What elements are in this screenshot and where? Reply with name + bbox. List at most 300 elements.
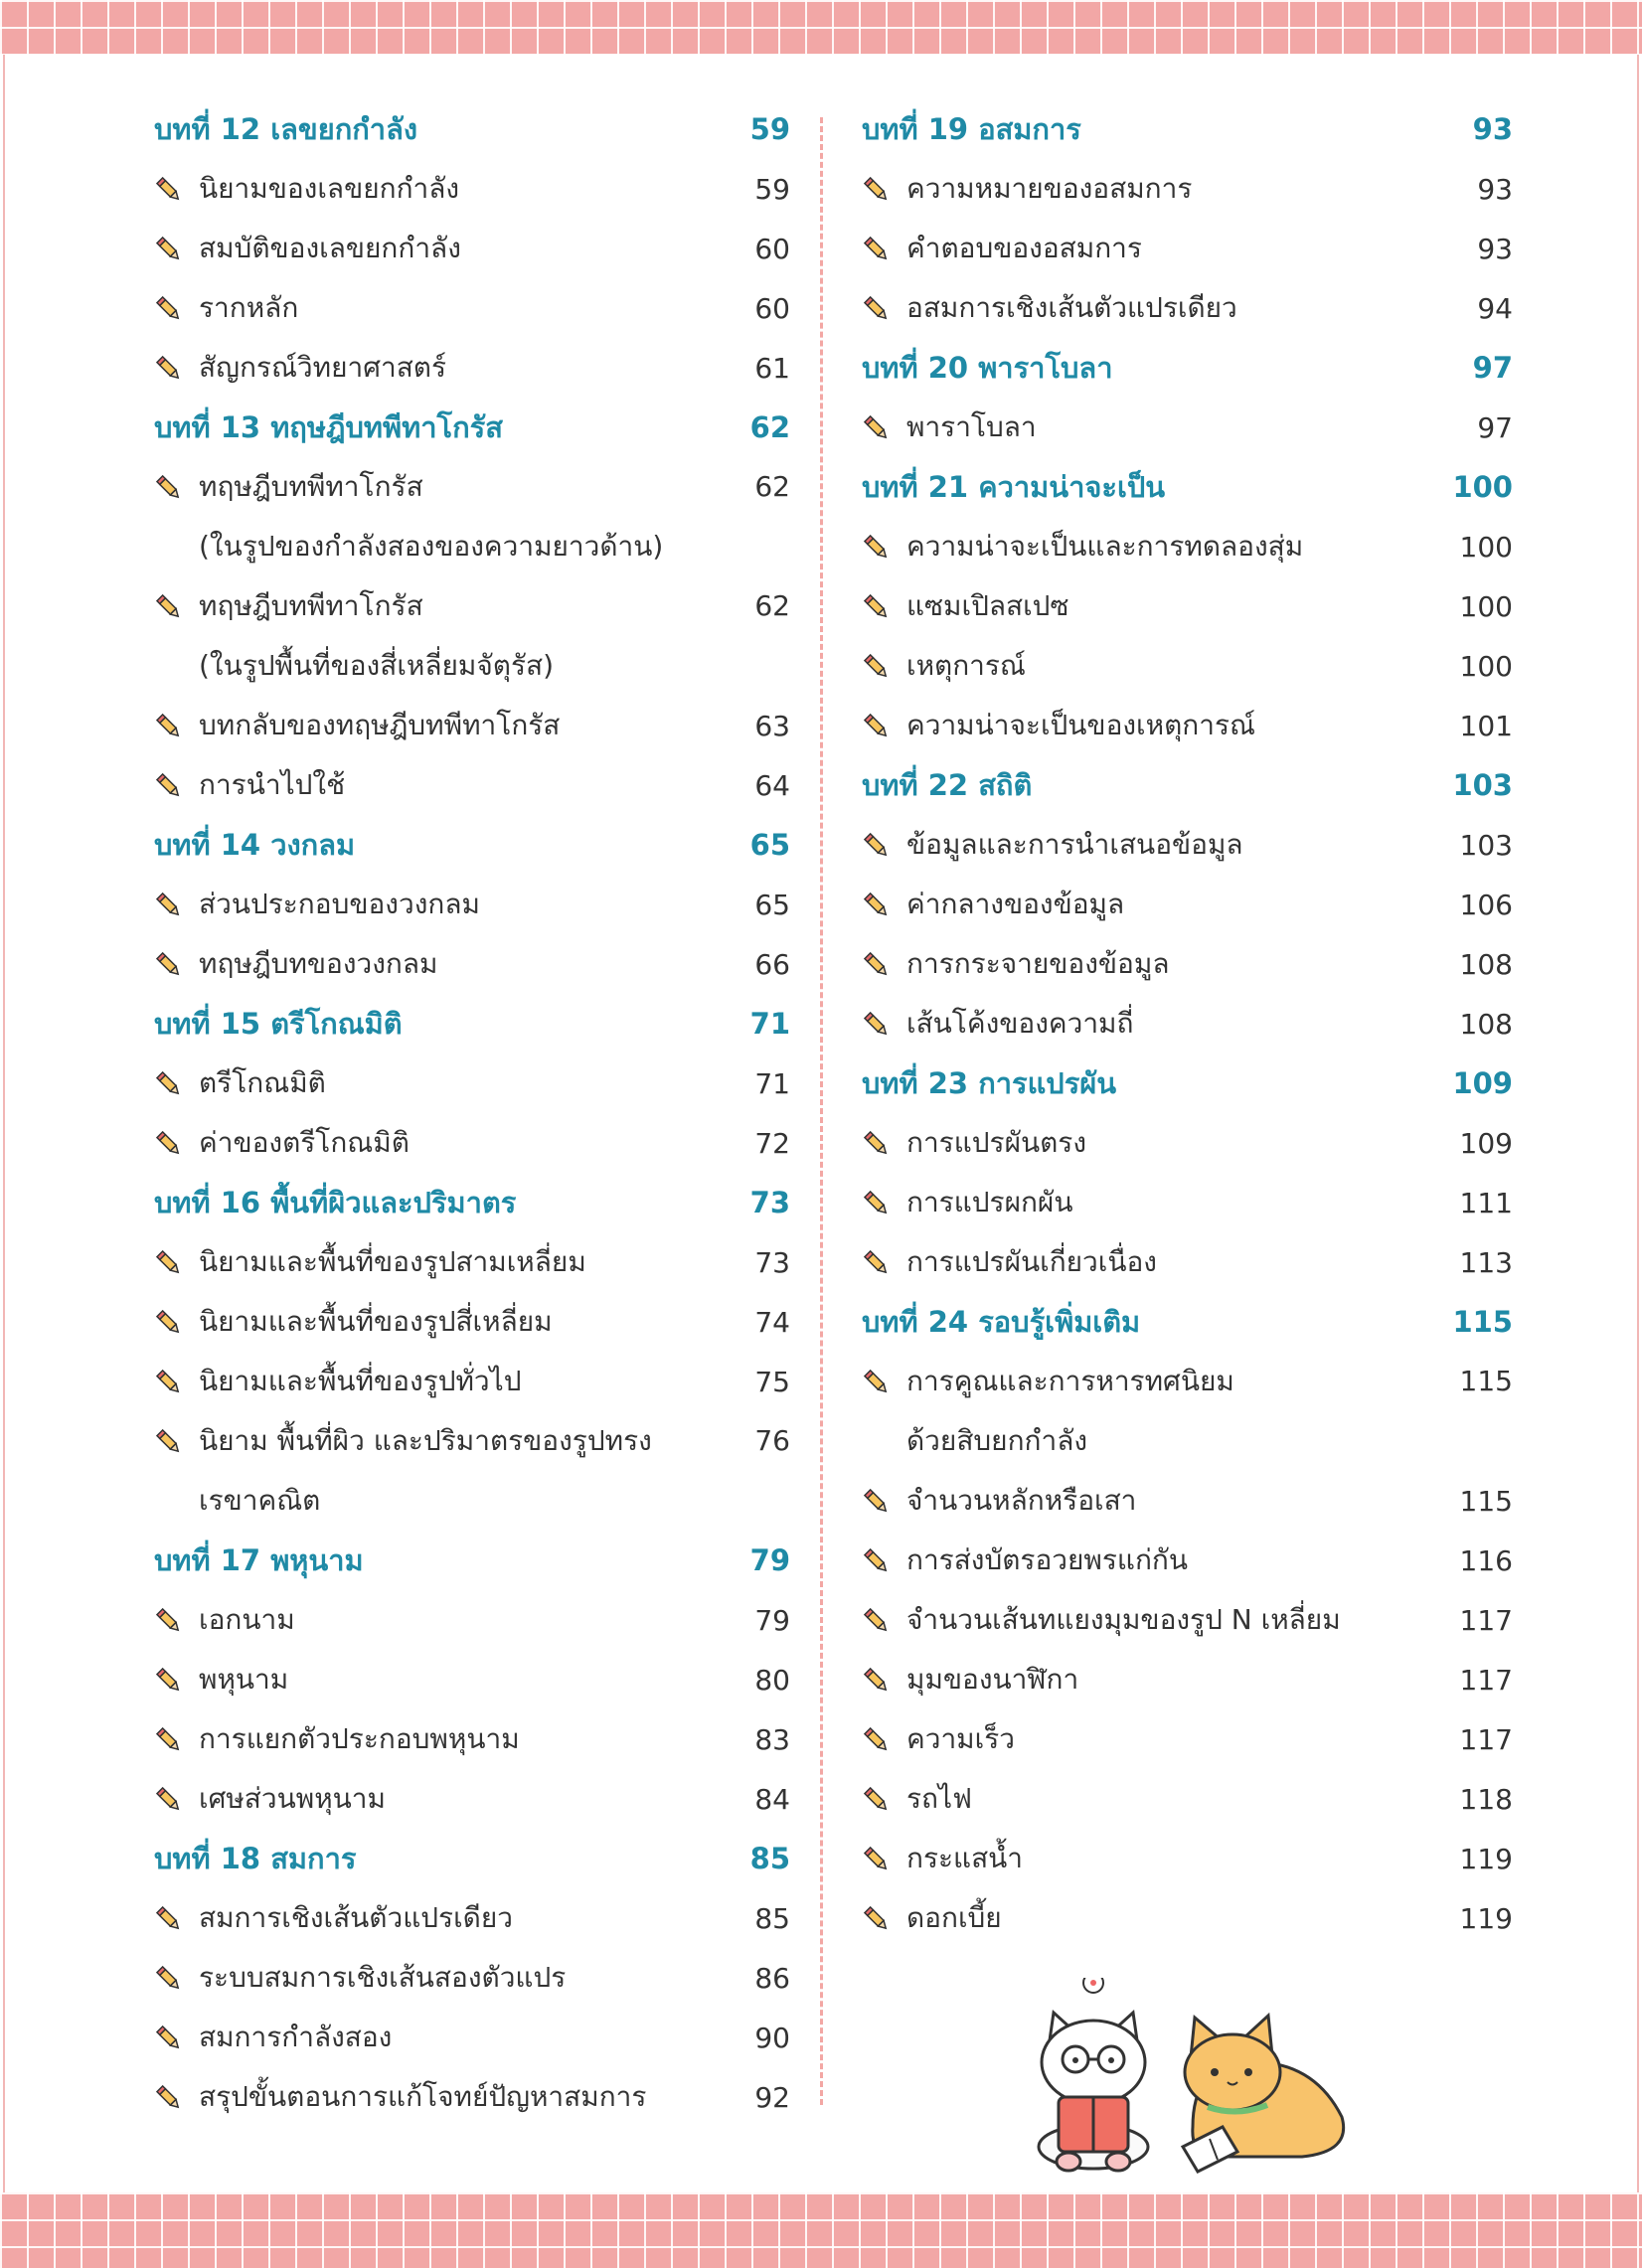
toc-entry: [862, 1709, 1513, 1769]
page-number: 71: [749, 1007, 790, 1041]
page-number: 76: [754, 1424, 790, 1457]
pencil-icon: [862, 1666, 892, 1696]
toc-entry: [154, 1948, 790, 2008]
entry-title: [906, 1113, 1413, 1173]
toc-entry: [862, 1113, 1513, 1173]
pencil-icon: [862, 652, 892, 682]
pencil-icon: [154, 473, 184, 503]
left-border: [3, 55, 5, 2192]
toc-entry: [154, 219, 790, 278]
page-number: 62: [754, 470, 790, 503]
title-line: บทที่ 20 พาราโบลา: [862, 351, 1113, 385]
pencil-icon: [154, 1666, 184, 1696]
toc-entry: [154, 1411, 790, 1531]
entry-title: [199, 696, 691, 755]
toc-entry: [154, 1888, 790, 1948]
toc-entry: [862, 219, 1513, 278]
pencil-icon: [862, 831, 892, 861]
title-line: บทที่ 12 เลขยกกำลัง: [154, 112, 418, 146]
title-line: พาราโบลา: [906, 410, 1037, 443]
page-number: 108: [1459, 1007, 1513, 1041]
pencil-icon: [862, 1845, 892, 1874]
entry-title: [199, 1113, 691, 1173]
bottom-grid-band: [0, 2192, 1642, 2268]
page-number: 109: [1459, 1126, 1513, 1160]
toc-entry: [862, 875, 1513, 934]
page-number: 66: [754, 947, 790, 981]
title-line: บทที่ 23 การแปรผัน: [862, 1066, 1117, 1100]
title-line-continued: เรขาคณิต: [199, 1484, 321, 1517]
toc-entry: [862, 1471, 1513, 1531]
page-number: 108: [1459, 947, 1513, 981]
toc-chapter-heading: [862, 755, 1513, 815]
entry-title: [906, 1590, 1413, 1650]
pencil-icon: [154, 294, 184, 324]
entry-title: [906, 1769, 1413, 1829]
entry-title: [199, 457, 691, 576]
title-line: ความน่าจะเป็นและการทดลองสุ่ม: [906, 530, 1304, 563]
toc-entry: [862, 1531, 1513, 1590]
title-line: บทที่ 24 รอบรู้เพิ่มเติม: [862, 1305, 1141, 1339]
toc-entry: [862, 398, 1513, 457]
toc-entry: [154, 576, 790, 696]
title-line: การแปรผกผัน: [906, 1186, 1073, 1218]
entry-title: [199, 934, 691, 994]
pencil-icon: [862, 592, 892, 622]
chapter-title: [154, 994, 691, 1053]
title-line: จำนวนเส้นทแยงมุมของรูป N เหลี่ยม: [906, 1603, 1341, 1636]
toc-entry: [154, 338, 790, 398]
page-number: 97: [1472, 351, 1513, 385]
title-line: การคูณและการหารทศนิยม: [906, 1365, 1234, 1397]
page-number: 115: [1459, 1484, 1513, 1518]
title-line-continued: ด้วยสิบยกกำลัง: [906, 1424, 1088, 1457]
entry-title: [906, 1232, 1413, 1292]
entry-title: [906, 219, 1413, 278]
pencil-icon: [862, 712, 892, 741]
page-number: 116: [1459, 1543, 1513, 1577]
entry-title: [906, 159, 1413, 219]
pencil-icon: [154, 1069, 184, 1099]
title-line: บทที่ 18 สมการ: [154, 1842, 357, 1875]
white-cat: [1039, 1978, 1148, 2171]
pencil-icon: [154, 1368, 184, 1397]
chapter-title: [154, 1531, 691, 1590]
chapter-title: [862, 99, 1413, 159]
entry-title: [906, 1829, 1413, 1888]
page-number: 60: [754, 232, 790, 265]
title-line: ทฤษฎีบทพีทาโกรัส: [199, 470, 423, 503]
title-line: การนำไปใช้: [199, 768, 346, 801]
toc-entry: [862, 1173, 1513, 1232]
toc-entry: [862, 1590, 1513, 1650]
toc-chapter-heading: [862, 457, 1513, 517]
toc-chapter-heading: [154, 994, 790, 1053]
title-line: นิยามและพื้นที่ของรูปทั่วไป: [199, 1365, 522, 1397]
entry-title: [906, 1471, 1413, 1531]
page-number: 79: [749, 1543, 790, 1577]
title-line: จำนวนหลักหรือเสา: [906, 1484, 1137, 1517]
title-line: ระบบสมการเชิงเส้นสองตัวแปร: [199, 1961, 567, 1994]
toc-entry: [154, 159, 790, 219]
chapter-title: [862, 338, 1413, 398]
page-number: 100: [1459, 589, 1513, 623]
toc-entry: [154, 1352, 790, 1411]
title-line-continued: (ในรูปของกำลังสองของความยาวด้าน): [199, 530, 664, 563]
entry-title: [199, 1053, 691, 1113]
page-number: 101: [1459, 709, 1513, 742]
page-number: 119: [1459, 1842, 1513, 1875]
pencil-icon: [862, 891, 892, 920]
chapter-title: [862, 457, 1413, 517]
page-number: 100: [1459, 530, 1513, 564]
title-line: เส้นโค้งของความถี่: [906, 1007, 1134, 1040]
pencil-icon: [862, 1368, 892, 1397]
pencil-icon: [862, 294, 892, 324]
chapter-title: [154, 1829, 691, 1888]
title-line: เหตุการณ์: [906, 649, 1026, 682]
entry-title: [906, 1531, 1413, 1590]
pencil-icon: [862, 1904, 892, 1934]
entry-title: [199, 1650, 691, 1709]
pencil-icon: [154, 354, 184, 384]
page-number: 73: [749, 1186, 790, 1219]
toc-entry: [154, 1053, 790, 1113]
title-line: บทที่ 14 วงกลม: [154, 828, 356, 862]
title-line-continued: (ในรูปพื้นที่ของสี่เหลี่ยมจัตุรัส): [199, 649, 555, 682]
toc-entry: [154, 1650, 790, 1709]
chapter-title: [154, 99, 691, 159]
page-number: 74: [754, 1305, 790, 1339]
title-line: ข้อมูลและการนำเสนอข้อมูล: [906, 828, 1243, 861]
toc-entry: [154, 875, 790, 934]
toc-right-column: [862, 99, 1513, 1948]
entry-title: [199, 1352, 691, 1411]
toc-entry: [154, 696, 790, 755]
pencil-icon: [862, 1487, 892, 1517]
entry-title: [199, 2008, 691, 2067]
entry-title: [199, 2067, 691, 2127]
toc-chapter-heading: [862, 338, 1513, 398]
toc-entry: [154, 1232, 790, 1292]
title-line: ส่วนประกอบของวงกลม: [199, 888, 480, 920]
pencil-icon: [154, 1785, 184, 1815]
entry-title: [199, 338, 691, 398]
page-number: 60: [754, 291, 790, 325]
toc-entry: [154, 1292, 790, 1352]
pencil-icon: [154, 175, 184, 205]
toc-entry: [862, 1888, 1513, 1948]
page-number: 93: [1477, 172, 1513, 206]
title-line: การกระจายของข้อมูล: [906, 947, 1170, 980]
pencil-icon: [862, 413, 892, 443]
page-number: 80: [754, 1663, 790, 1697]
toc-entry: [154, 1590, 790, 1650]
title-line: การแปรผันตรง: [906, 1126, 1087, 1159]
page-number: 71: [754, 1066, 790, 1100]
entry-title: [906, 517, 1413, 576]
entry-title: [906, 875, 1413, 934]
chapter-title: [154, 1173, 691, 1232]
page-number: 94: [1477, 291, 1513, 325]
entry-title: [199, 159, 691, 219]
page-number: 111: [1459, 1186, 1513, 1219]
pencil-icon: [154, 235, 184, 264]
chapter-title: [154, 398, 691, 457]
entry-title: [199, 1709, 691, 1769]
page-number: 84: [754, 1782, 790, 1816]
entry-title: [199, 1769, 691, 1829]
title-line: บทที่ 19 อสมการ: [862, 112, 1081, 146]
pencil-icon: [154, 1248, 184, 1278]
page-number: 85: [749, 1842, 790, 1875]
reading-cats-illustration: [1024, 1978, 1362, 2177]
entry-title: [199, 1888, 691, 1948]
toc-entry: [862, 994, 1513, 1053]
entry-title: [906, 1173, 1413, 1232]
page-number: 75: [754, 1365, 790, 1398]
chapter-title: [862, 755, 1413, 815]
toc-entry: [154, 2067, 790, 2127]
pencil-icon: [862, 235, 892, 264]
title-line: การส่งบัตรอวยพรแก่กัน: [906, 1543, 1189, 1576]
entry-title: [906, 696, 1413, 755]
title-line: สมการเชิงเส้นตัวแปรเดียว: [199, 1901, 513, 1934]
pencil-icon: [862, 1129, 892, 1159]
toc-entry: [862, 278, 1513, 338]
page-number: 65: [754, 888, 790, 921]
toc-entry: [862, 517, 1513, 576]
title-line: รากหลัก: [199, 291, 299, 324]
title-line: รถไฟ: [906, 1782, 972, 1815]
toc-chapter-heading: [154, 99, 790, 159]
title-line: บทที่ 13 ทฤษฎีบทพีทาโกรัส: [154, 410, 503, 444]
entry-title: [906, 1888, 1413, 1948]
toc-chapter-heading: [154, 398, 790, 457]
pencil-icon: [154, 592, 184, 622]
entry-title: [906, 1352, 1413, 1471]
title-line: สมบัติของเลขยกกำลัง: [199, 232, 461, 264]
page-number: 117: [1459, 1603, 1513, 1637]
toc-entry: [862, 159, 1513, 219]
entry-title: [906, 994, 1413, 1053]
entry-title: [199, 1292, 691, 1352]
title-line: บทที่ 15 ตรีโกณมิติ: [154, 1007, 403, 1041]
pencil-icon: [154, 1964, 184, 1994]
title-line: ความน่าจะเป็นของเหตุการณ์: [906, 709, 1255, 741]
page-number: 64: [754, 768, 790, 802]
page-number: 83: [754, 1722, 790, 1756]
page-number: 100: [1452, 470, 1513, 504]
title-line: อสมการเชิงเส้นตัวแปรเดียว: [906, 291, 1237, 324]
toc-entry: [862, 1352, 1513, 1471]
toc-entry: [862, 1650, 1513, 1709]
title-line: เศษส่วนพหุนาม: [199, 1782, 386, 1815]
title-line: นิยามและพื้นที่ของรูปสี่เหลี่ยม: [199, 1305, 553, 1338]
page-number: 62: [749, 410, 790, 444]
toc-entry: [862, 1829, 1513, 1888]
page-number: 103: [1459, 828, 1513, 862]
title-line: นิยามและพื้นที่ของรูปสามเหลี่ยม: [199, 1245, 586, 1278]
title-line: บทกลับของทฤษฎีบทพีทาโกรัส: [199, 709, 561, 741]
right-border: [1637, 55, 1639, 2192]
toc-chapter-heading: [862, 1292, 1513, 1352]
entry-title: [199, 755, 691, 815]
entry-title: [199, 1590, 691, 1650]
toc-chapter-heading: [862, 1053, 1513, 1113]
page-number: 117: [1459, 1722, 1513, 1756]
toc-chapter-heading: [862, 99, 1513, 159]
toc-entry: [154, 457, 790, 576]
pencil-icon: [862, 1785, 892, 1815]
page-number: 62: [754, 589, 790, 622]
page-number: 117: [1459, 1663, 1513, 1697]
entry-title: [906, 934, 1413, 994]
title-line: ค่าของตรีโกณมิติ: [199, 1126, 410, 1159]
pencil-icon: [154, 1725, 184, 1755]
page-number: 113: [1459, 1245, 1513, 1279]
pencil-icon: [154, 891, 184, 920]
entry-title: [199, 875, 691, 934]
page-number: 97: [1477, 410, 1513, 444]
title-line: มุมของนาฬิกา: [906, 1663, 1079, 1696]
entry-title: [906, 815, 1413, 875]
chapter-title: [862, 1292, 1413, 1352]
page-number: 73: [754, 1245, 790, 1279]
title-line: สัญกรณ์วิทยาศาสตร์: [199, 351, 447, 384]
chapter-title: [154, 815, 691, 875]
title-line: เอกนาม: [199, 1603, 295, 1636]
entry-title: [906, 278, 1413, 338]
title-line: การแปรผันเกี่ยวเนื่อง: [906, 1245, 1157, 1278]
toc-entry: [154, 755, 790, 815]
title-line: ทฤษฎีบทพีทาโกรัส: [199, 589, 423, 622]
toc-chapter-heading: [154, 815, 790, 875]
title-line: ตรีโกณมิติ: [199, 1066, 326, 1099]
toc-entry: [154, 2008, 790, 2067]
page-number: 100: [1459, 649, 1513, 683]
page-number: 59: [749, 112, 790, 146]
page-number: 118: [1459, 1782, 1513, 1816]
title-line: ความเร็ว: [906, 1722, 1015, 1755]
toc-entry: [862, 1232, 1513, 1292]
entry-title: [906, 398, 1413, 457]
toc-entry: [154, 1709, 790, 1769]
entry-title: [199, 576, 691, 696]
entry-title: [906, 1650, 1413, 1709]
pencil-icon: [862, 175, 892, 205]
page-number: 86: [754, 1961, 790, 1995]
page-number: 65: [749, 828, 790, 862]
toc-left-column: [154, 99, 790, 2127]
pencil-icon: [154, 1129, 184, 1159]
page-number: 79: [754, 1603, 790, 1637]
title-line: นิยาม พื้นที่ผิว และปริมาตรของรูปทรง: [199, 1424, 652, 1457]
pencil-icon: [862, 533, 892, 563]
title-line: พหุนาม: [199, 1663, 289, 1696]
entry-title: [906, 576, 1413, 636]
pencil-icon: [862, 1248, 892, 1278]
title-line: ค่ากลางของข้อมูล: [906, 888, 1125, 920]
toc-entry: [862, 636, 1513, 696]
toc-entry: [862, 1769, 1513, 1829]
title-line: ทฤษฎีบทของวงกลม: [199, 947, 438, 980]
page-number: 85: [754, 1901, 790, 1935]
toc-entry: [862, 934, 1513, 994]
toc-entry: [154, 278, 790, 338]
page-number: 109: [1452, 1066, 1513, 1100]
page-number: 92: [754, 2080, 790, 2114]
title-line: บทที่ 21 ความน่าจะเป็น: [862, 470, 1166, 504]
pencil-icon: [862, 1189, 892, 1218]
toc-entry: [154, 1113, 790, 1173]
page-number: 115: [1459, 1365, 1513, 1397]
pencil-icon: [154, 1427, 184, 1457]
toc-entry: [862, 576, 1513, 636]
title-line: ดอกเบี้ย: [906, 1901, 1002, 1934]
pencil-icon: [862, 1010, 892, 1040]
pencil-icon: [154, 2024, 184, 2053]
toc-entry: [862, 815, 1513, 875]
title-line: บทที่ 17 พหุนาม: [154, 1543, 364, 1577]
page-number: 106: [1459, 888, 1513, 921]
page-number: 61: [754, 351, 790, 385]
pencil-icon: [862, 1606, 892, 1636]
title-line: กระแสน้ำ: [906, 1842, 1024, 1874]
title-line: คำตอบของอสมการ: [906, 232, 1142, 264]
pencil-icon: [862, 1546, 892, 1576]
entry-title: [199, 278, 691, 338]
toc-chapter-heading: [154, 1173, 790, 1232]
pencil-icon: [154, 1904, 184, 1934]
page-number: 103: [1452, 768, 1513, 802]
title-line: ความหมายของอสมการ: [906, 172, 1193, 205]
title-line: บทที่ 16 พื้นที่ผิวและปริมาตร: [154, 1186, 517, 1219]
page-number: 119: [1459, 1901, 1513, 1935]
page-number: 59: [754, 172, 790, 206]
entry-title: [199, 1232, 691, 1292]
title-line: นิยามของเลขยกกำลัง: [199, 172, 460, 205]
page-number: 115: [1452, 1305, 1513, 1339]
toc-entry: [862, 696, 1513, 755]
entry-title: [906, 1709, 1413, 1769]
pencil-icon: [862, 950, 892, 980]
page-number: 93: [1477, 232, 1513, 265]
toc-entry: [154, 1769, 790, 1829]
entry-title: [906, 636, 1413, 696]
entry-title: [199, 1948, 691, 2008]
title-line: บทที่ 22 สถิติ: [862, 768, 1033, 802]
pencil-icon: [154, 712, 184, 741]
title-line: สรุปขั้นตอนการแก้โจทย์ปัญหาสมการ: [199, 2080, 647, 2113]
pencil-icon: [154, 950, 184, 980]
toc-chapter-heading: [154, 1531, 790, 1590]
pencil-icon: [154, 2083, 184, 2113]
page-number: 90: [754, 2021, 790, 2054]
toc-entry: [154, 934, 790, 994]
title-line: การแยกตัวประกอบพหุนาม: [199, 1722, 520, 1755]
toc-chapter-heading: [154, 1829, 790, 1888]
title-line: แซมเปิลสเปซ: [906, 589, 1069, 622]
column-divider: [820, 117, 823, 2105]
page-number: 93: [1472, 112, 1513, 146]
chapter-title: [862, 1053, 1413, 1113]
orange-cat: [1183, 2016, 1344, 2172]
page-number: 72: [754, 1126, 790, 1160]
top-grid-band: [0, 0, 1642, 55]
pencil-icon: [154, 1606, 184, 1636]
title-line: สมการกำลังสอง: [199, 2021, 393, 2053]
